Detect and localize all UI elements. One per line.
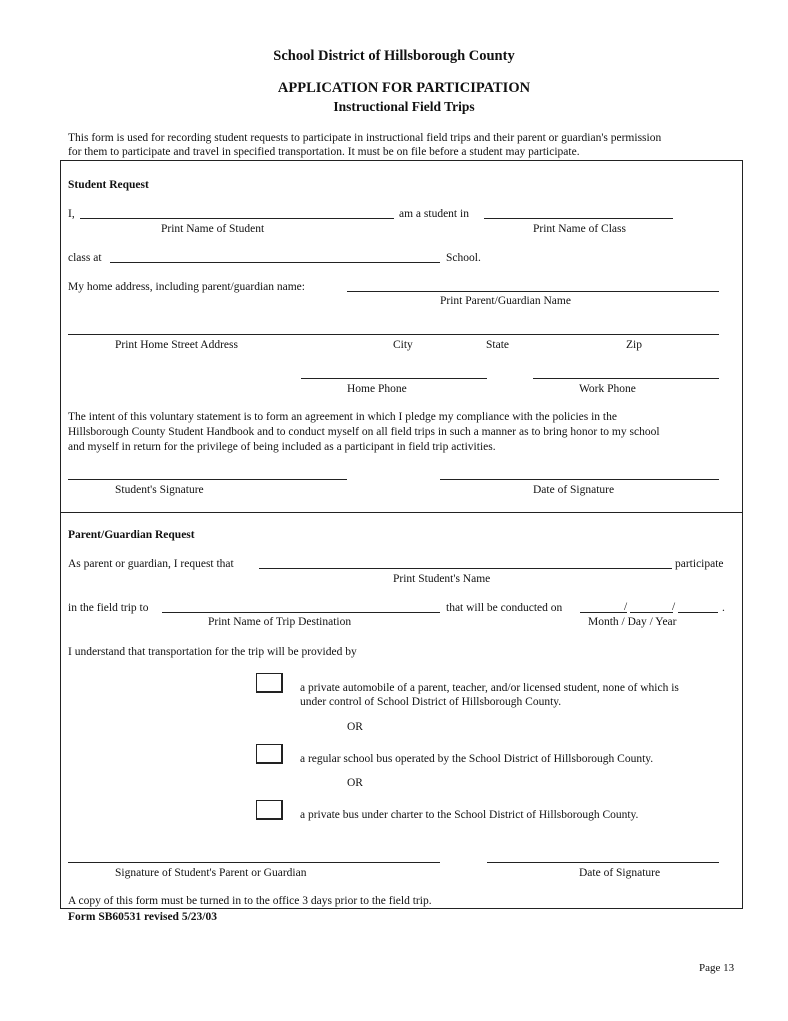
home-address-label: My home address, including parent/guardian name: [68,281,305,293]
home-address-field[interactable] [68,334,719,335]
in-field-trip-label: in the field trip to [68,602,149,614]
print-parent-name-label: Print Parent/Guardian Name [440,295,571,307]
student-request-heading: Student Request [68,179,149,191]
form-id: Form SB60531 revised 5/23/03 [68,911,217,923]
charter-bus-checkbox[interactable] [256,800,283,820]
student-signature-label: Student's Signature [115,484,204,496]
district-title: School District of Hillsborough County [273,48,515,64]
intro-line-2: for them to participate and travel in specified transportation. It must be on file before a student may participate. [68,146,580,158]
intent-line-2: Hillsborough County Student Handbook and to conduct myself on all field trips in such a manner as to bring honor to my school [68,426,660,438]
option-1-line-2: under control of School District of Hillsborough County. [300,696,562,708]
trip-day-field[interactable] [630,612,673,613]
print-name-student-label: Print Name of Student [161,223,265,235]
date-slash-2: / [672,601,676,613]
parent-name-field[interactable] [347,291,719,292]
month-day-year-label: Month / Day / Year [588,616,677,628]
transportation-label: I understand that transportation for the trip will be provided by [68,646,357,658]
student-date-label: Date of Signature [533,484,615,496]
or-label-1: OR [347,721,363,733]
parent-signature-label: Signature of Student's Parent or Guardian [115,867,307,879]
date-period: . [722,602,725,614]
i-prefix: I, [68,208,75,220]
class-at-label: class at [68,252,102,264]
participate-label: participate [675,558,724,570]
form-subtitle: Instructional Field Trips [333,99,475,114]
city-label: City [393,339,413,351]
conducted-on-label: that will be conducted on [446,602,563,614]
parent-signature-date-field[interactable] [487,862,719,863]
private-automobile-checkbox[interactable] [256,673,283,693]
work-phone-label: Work Phone [579,383,636,395]
trip-month-field[interactable] [580,612,627,613]
option-3: a private bus under charter to the School District of Hillsborough County. [300,809,639,821]
parent-date-label: Date of Signature [579,867,661,879]
option-1-line-1: a private automobile of a parent, teacher, and/or licensed student, none of which is [300,682,679,694]
form-title: APPLICATION FOR PARTICIPATION [277,80,531,96]
state-label: State [486,339,509,351]
parent-request-heading: Parent/Guardian Request [68,529,195,541]
class-name-field[interactable] [484,218,673,219]
print-student-name-label: Print Student's Name [393,573,491,585]
copy-note: A copy of this form must be turned in to the office 3 days prior to the field trip. [68,895,432,907]
school-name-field[interactable] [110,262,440,263]
street-address-label: Print Home Street Address [115,339,238,351]
home-phone-field[interactable] [301,378,487,379]
parent-student-name-field[interactable] [259,568,672,569]
trip-destination-field[interactable] [162,612,440,613]
page-number: Page 13 [699,962,735,974]
or-label-2: OR [347,777,363,789]
zip-label: Zip [626,339,642,351]
print-name-class-label: Print Name of Class [533,223,626,235]
am-student-in-label: am a student in [399,208,469,220]
student-signature-field[interactable] [68,479,347,480]
work-phone-field[interactable] [533,378,719,379]
print-trip-destination-label: Print Name of Trip Destination [208,616,352,628]
intent-line-3: and myself in return for the privilege of being included as a participant in field trip activities. [68,441,496,453]
option-2: a regular school bus operated by the School District of Hillsborough County. [300,753,654,765]
parent-signature-field[interactable] [68,862,440,863]
school-label: School. [446,252,481,264]
intent-line-1: The intent of this voluntary statement is to form an agreement in which I pledge my compliance with the policies in the [68,411,617,423]
intro-line-1: This form is used for recording student requests to participate in instructional field trips and their parent or guardian's permission [68,132,662,144]
school-bus-checkbox[interactable] [256,744,283,764]
student-signature-date-field[interactable] [440,479,719,480]
student-name-field[interactable] [80,218,394,219]
date-slash-1: / [624,601,628,613]
trip-year-field[interactable] [678,612,718,613]
as-parent-label: As parent or guardian, I request that [68,558,234,570]
home-phone-label: Home Phone [347,383,407,395]
